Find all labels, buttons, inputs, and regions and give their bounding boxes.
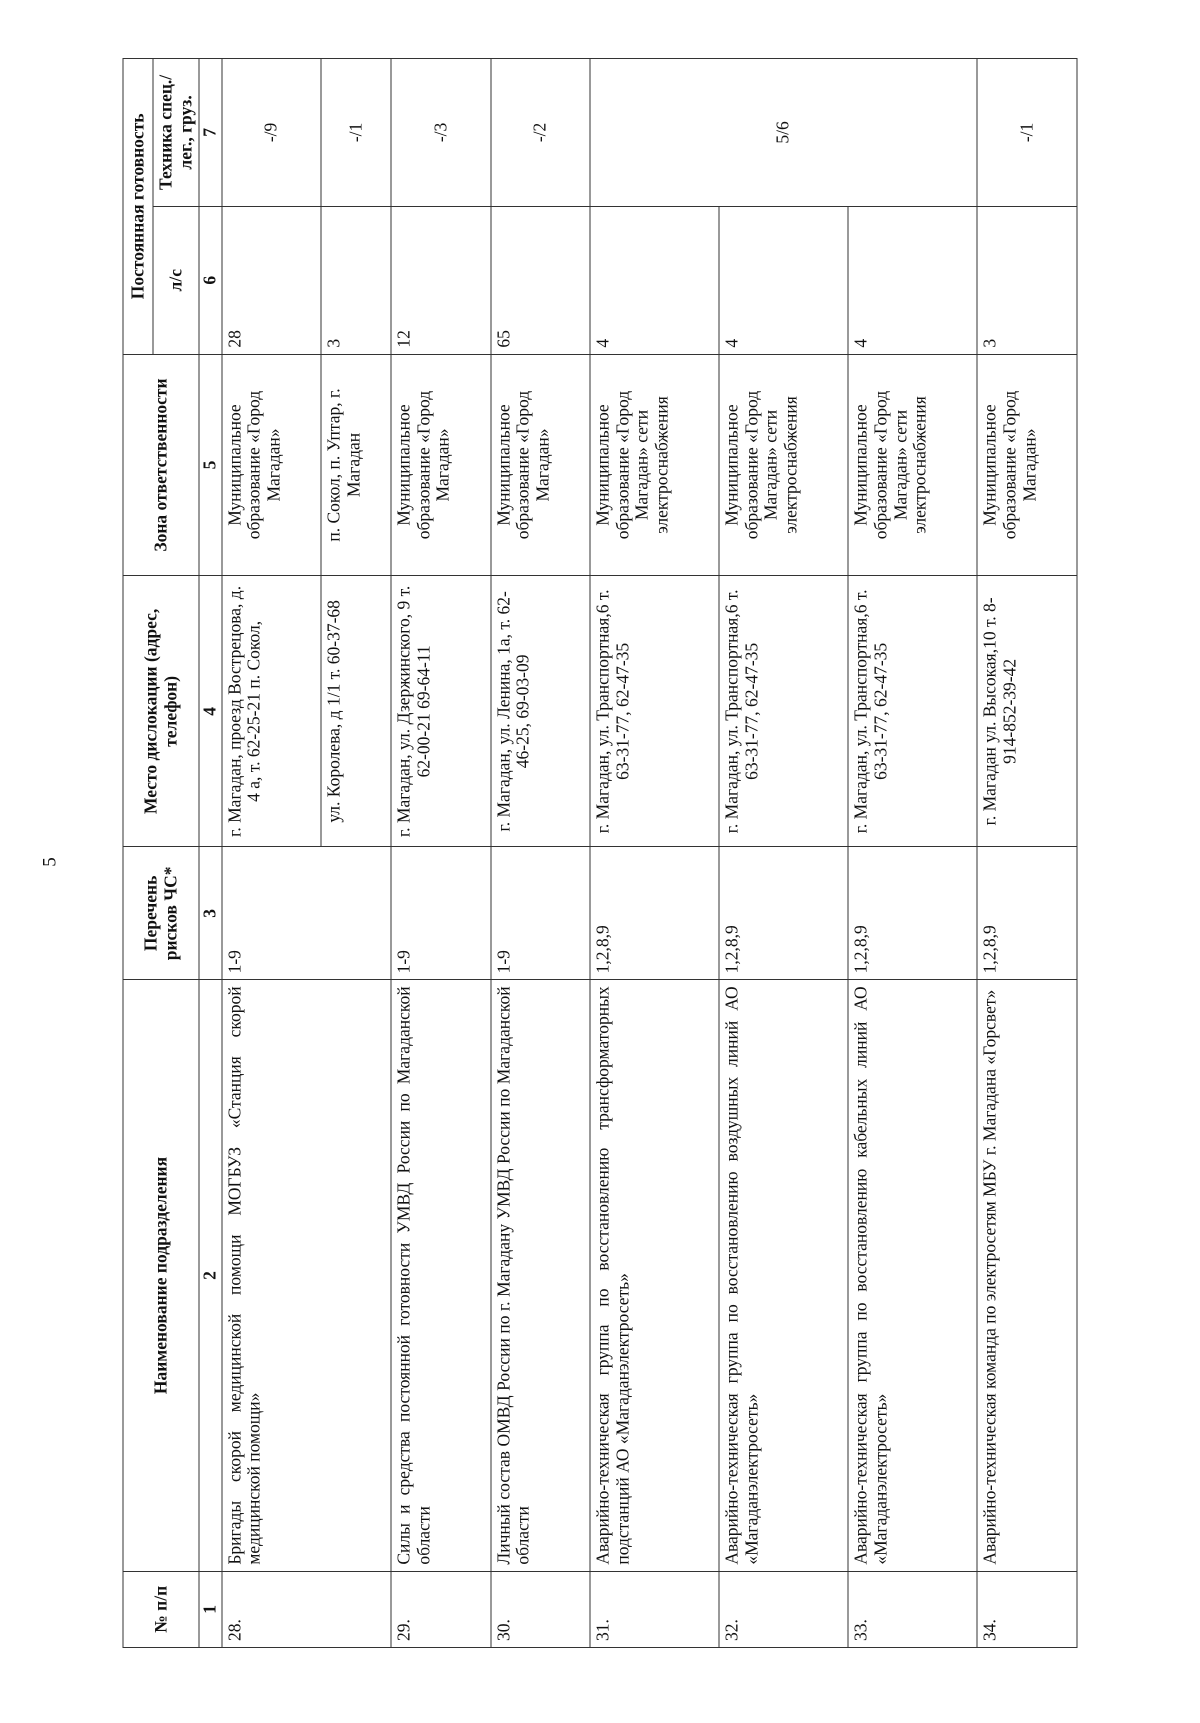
- location: г. Магадан, ул. Транспортная,6 т. 63-31-77, 62-47-35: [848, 576, 977, 847]
- tech-count: -/2: [491, 59, 590, 207]
- tech-count: -/1: [977, 59, 1077, 207]
- staff-count: 12: [391, 206, 490, 354]
- column-index: 4: [199, 576, 222, 847]
- tech-count: -/3: [391, 59, 490, 207]
- staff-count: 28: [222, 206, 321, 354]
- table-row: [222, 59, 321, 1648]
- unit-name: Аварийно-техническая группа по восстановлению трансформаторных подстанций АО «Магаданэлектросеть»: [590, 980, 719, 1571]
- zone: Муниципальное образование «Город Магадан»: [491, 354, 590, 576]
- tech-count: 5/6: [590, 59, 977, 207]
- header-tech: Техника спец./лег., груз.: [153, 59, 199, 207]
- table-row: [590, 59, 719, 1648]
- row-number: 30.: [491, 1571, 590, 1647]
- header-location: Место дислокации (адрес, телефон): [123, 576, 199, 847]
- column-index: 7: [199, 59, 222, 207]
- tech-count: -/1: [321, 59, 391, 207]
- header-zone: Зона ответственности: [123, 354, 199, 576]
- location: г. Магадан, ул. Транспортная,6 т. 63-31-77, 62-47-35: [719, 576, 848, 847]
- unit-name: Личный состав ОМВД России по г. Магадану УМВД России по Магаданской области: [491, 980, 590, 1571]
- location: г. Магадан, ул. Дзержинского, 9 т. 62-00-21 69-64-11: [391, 576, 490, 847]
- table-row: [719, 59, 848, 1648]
- staff-count: 3: [321, 206, 391, 354]
- location: г. Магадан, ул. Ленина, 1а, т. 62-46-25, 69-03-09: [491, 576, 590, 847]
- unit-name: Аварийно-техническая группа по восстановлению кабельных линий АО «Магаданэлектросеть»: [848, 980, 977, 1571]
- risk-list: 1-9: [391, 847, 490, 980]
- page-number: 5: [39, 857, 61, 867]
- row-number: 31.: [590, 1571, 719, 1647]
- unit-name: Аварийно-техническая группа по восстановлению воздушных линий АО «Магаданэлектросеть»: [719, 980, 848, 1571]
- column-index: 1: [199, 1571, 222, 1647]
- zone: Муниципальное образование «Город Магадан»: [222, 354, 321, 576]
- zone: Муниципальное образование «Город Магадан» сети электроснабжения: [590, 354, 719, 576]
- header-readiness: Постоянная готовность: [123, 59, 153, 355]
- unit-name: Силы и средства постоянной готовности УМВД России по Магаданской области: [391, 980, 490, 1571]
- tech-count: -/9: [222, 59, 321, 207]
- table-row: [977, 59, 1077, 1648]
- table-row: [491, 59, 590, 1648]
- risk-list: 1,2,8,9: [848, 847, 977, 980]
- risk-list: 1-9: [491, 847, 590, 980]
- staff-count: 4: [590, 206, 719, 354]
- column-index: 5: [199, 354, 222, 576]
- location: г. Магадан ул. Высокая,10 т. 8-914-852-39-42: [977, 576, 1077, 847]
- location: г. Магадан, ул. Транспортная,6 т. 63-31-77, 62-47-35: [590, 576, 719, 847]
- staff-count: 4: [848, 206, 977, 354]
- row-number: 28.: [222, 1571, 391, 1647]
- row-number: 29.: [391, 1571, 490, 1647]
- header-num: № п/п: [123, 1571, 199, 1647]
- header-risks: Перечень рисков ЧС*: [123, 847, 199, 980]
- risk-list: 1-9: [222, 847, 391, 980]
- header-name: Наименование подразделения: [123, 980, 199, 1571]
- row-number: 34.: [977, 1571, 1077, 1647]
- zone: Муниципальное образование «Город Магадан»: [391, 354, 490, 576]
- risk-list: 1,2,8,9: [977, 847, 1077, 980]
- header-staff: л/с: [153, 206, 199, 354]
- staff-count: 4: [719, 206, 848, 354]
- staff-count: 3: [977, 206, 1077, 354]
- table-row: [391, 59, 490, 1648]
- zone: п. Сокол, п. Уптар, г. Магадан: [321, 354, 391, 576]
- risk-list: 1,2,8,9: [719, 847, 848, 980]
- location: г. Магадан, проезд Вострецова, д. 4 а, т. 62-25-21 п. Сокол,: [222, 576, 321, 847]
- column-index: 6: [199, 206, 222, 354]
- row-number: 33.: [848, 1571, 977, 1647]
- unit-name: Бригады скорой медицинской помощи МОГБУЗ «Станция скорой медицинской помощи»: [222, 980, 391, 1571]
- unit-name: Аварийно-техническая команда по электросетям МБУ г. Магадана «Горсвет»: [977, 980, 1077, 1571]
- column-index-row: [199, 59, 222, 1648]
- column-index: 3: [199, 847, 222, 980]
- location: ул. Королева, д 1/1 т. 60-37-68: [321, 576, 391, 847]
- staff-count: 65: [491, 206, 590, 354]
- zone: Муниципальное образование «Город Магадан» сети электроснабжения: [719, 354, 848, 576]
- zone: Муниципальное образование «Город Магадан»: [977, 354, 1077, 576]
- column-index: 2: [199, 980, 222, 1571]
- rotated-page: [123, 58, 1078, 1648]
- zone: Муниципальное образование «Город Магадан» сети электроснабжения: [848, 354, 977, 576]
- risk-list: 1,2,8,9: [590, 847, 719, 980]
- table-row: [848, 59, 977, 1648]
- row-number: 32.: [719, 1571, 848, 1647]
- forces-table: [123, 58, 1078, 1648]
